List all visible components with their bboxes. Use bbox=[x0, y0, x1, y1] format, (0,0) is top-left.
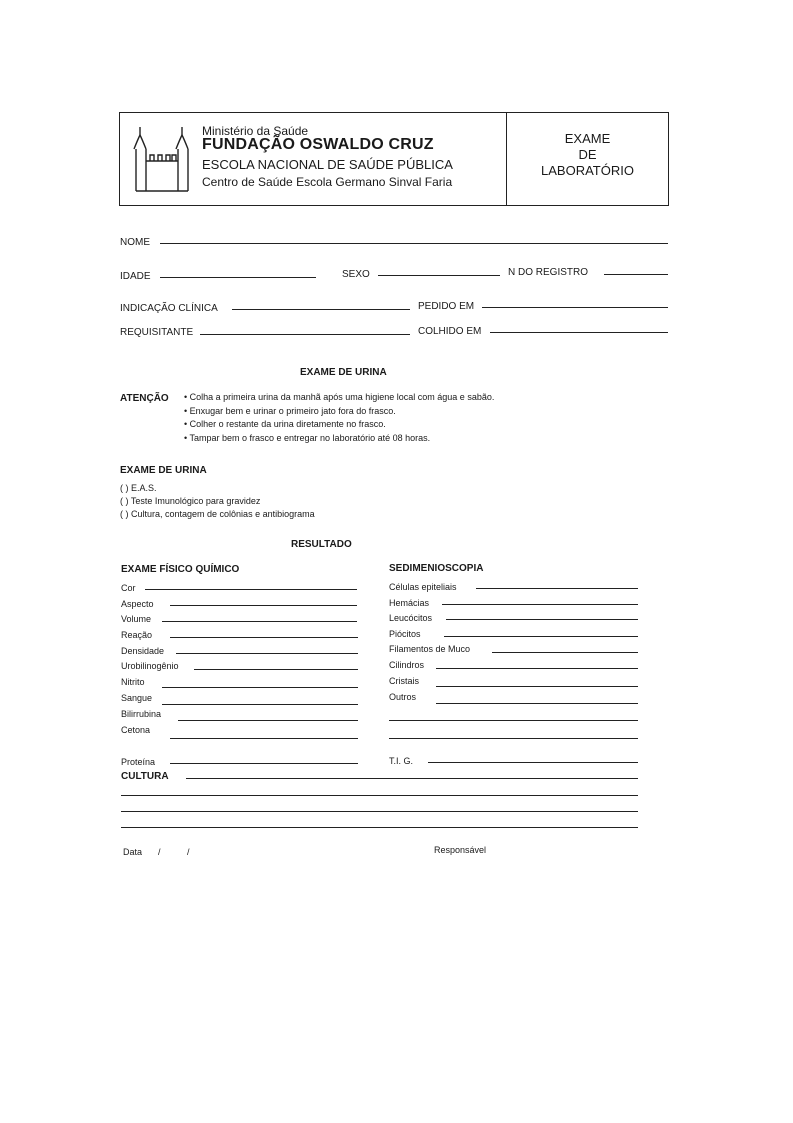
data-slash: / bbox=[158, 847, 161, 857]
exame-urina-title: EXAME DE URINA bbox=[120, 465, 207, 476]
cor-field[interactable] bbox=[145, 589, 357, 590]
atencao-item: • Tampar bem o frasco e entregar no laboratório até 08 horas. bbox=[184, 433, 431, 443]
tig-field[interactable] bbox=[428, 762, 638, 763]
atencao-item: • Colher o restante da urina diretamente no frasco. bbox=[184, 419, 386, 429]
requisitante-field[interactable] bbox=[200, 334, 410, 335]
sedimento-item-leucocitos: Leucócitos bbox=[389, 613, 433, 623]
sedimento-title: SEDIMENIOSCOPIA bbox=[389, 563, 484, 574]
cultura-checkbox[interactable]: ( ) Cultura, contagem de colônias e antibiograma bbox=[120, 509, 315, 519]
cristais-field[interactable] bbox=[436, 686, 638, 687]
eas-checkbox[interactable]: ( ) E.A.S. bbox=[120, 483, 157, 493]
idade-label: IDADE bbox=[120, 271, 151, 282]
filamentos-field[interactable] bbox=[492, 652, 638, 653]
resultado-title: RESULTADO bbox=[291, 539, 352, 550]
colhido-field[interactable] bbox=[490, 332, 668, 333]
cultura-title: CULTURA bbox=[121, 771, 169, 782]
cultura-field[interactable] bbox=[186, 778, 638, 779]
fisico-item-aspecto: Aspecto bbox=[121, 599, 154, 609]
cultura-field[interactable] bbox=[121, 827, 638, 828]
piocitos-field[interactable] bbox=[444, 636, 638, 637]
requisitante-label: REQUISITANTE bbox=[120, 327, 194, 338]
pedido-field[interactable] bbox=[482, 307, 668, 308]
header-fundacao: FUNDAÇÃO OSWALDO CRUZ bbox=[202, 136, 434, 153]
sedimento-item-hemacias: Hemácias bbox=[389, 598, 430, 608]
reacao-field[interactable] bbox=[170, 637, 358, 638]
hemacias-field[interactable] bbox=[442, 604, 638, 605]
exam-title-line2: DE bbox=[578, 147, 597, 162]
cetona-field[interactable] bbox=[170, 738, 358, 739]
fisico-item-reacao: Reação bbox=[121, 630, 153, 640]
fisico-item-cor: Cor bbox=[121, 583, 136, 593]
gravidez-checkbox[interactable]: ( ) Teste Imunológico para gravidez bbox=[120, 496, 261, 506]
fisico-item-densidade: Densidade bbox=[121, 646, 165, 656]
sedimento-extra-field[interactable] bbox=[389, 738, 638, 739]
sexo-field[interactable] bbox=[378, 275, 500, 276]
data-slash: / bbox=[187, 847, 190, 857]
sedimento-item-cilindros: Cilindros bbox=[389, 660, 425, 670]
sangue-field[interactable] bbox=[162, 704, 358, 705]
header-escola: ESCOLA NACIONAL DE SAÚDE PÚBLICA bbox=[202, 157, 453, 172]
proteina-field[interactable] bbox=[170, 763, 358, 764]
data-label: Data bbox=[123, 847, 143, 857]
bilirrubina-field[interactable] bbox=[178, 720, 358, 721]
header-centro: Centro de Saúde Escola Germano Sinval Faria bbox=[202, 175, 453, 189]
nitrito-field[interactable] bbox=[162, 687, 358, 688]
atencao-item: • Enxugar bem e urinar o primeiro jato fora do frasco. bbox=[184, 406, 396, 416]
fisico-item-sangue: Sangue bbox=[121, 693, 153, 703]
header-box bbox=[119, 112, 669, 206]
celulas-field[interactable] bbox=[476, 588, 638, 589]
cultura-field[interactable] bbox=[121, 811, 638, 812]
urobilinogenio-field[interactable] bbox=[194, 669, 358, 670]
sedimento-item-outros: Outros bbox=[389, 692, 417, 702]
exam-title bbox=[507, 131, 668, 179]
exam-title-line1: EXAME bbox=[564, 131, 611, 146]
cultura-field[interactable] bbox=[121, 795, 638, 796]
atencao-label: ATENÇÃO bbox=[120, 393, 169, 404]
responsavel-label: Responsável bbox=[434, 845, 487, 855]
fisico-item-volume: Volume bbox=[121, 614, 152, 624]
outros-field[interactable] bbox=[436, 703, 638, 704]
leucocitos-field[interactable] bbox=[446, 619, 638, 620]
indicacao-label: INDICAÇÃO CLÍNICA bbox=[120, 303, 218, 314]
fisico-item-cetona: Cetona bbox=[121, 725, 151, 735]
colhido-label: COLHIDO EM bbox=[418, 326, 482, 337]
fisico-item-bilirrubina: Bilirrubina bbox=[121, 709, 162, 719]
idade-field[interactable] bbox=[160, 277, 316, 278]
nome-field[interactable] bbox=[160, 243, 668, 244]
registro-field[interactable] bbox=[604, 274, 668, 275]
atencao-item: • Colha a primeira urina da manhã após uma higiene local com água e sabão. bbox=[184, 392, 495, 402]
fisico-item-urobilinogenio: Urobilinogênio bbox=[121, 661, 179, 671]
fisico-title: EXAME FÍSICO QUÍMICO bbox=[121, 564, 240, 575]
volume-field[interactable] bbox=[162, 621, 357, 622]
urina-section-title: EXAME DE URINA bbox=[300, 367, 387, 378]
nome-label: NOME bbox=[120, 237, 150, 248]
indicacao-field[interactable] bbox=[232, 309, 410, 310]
fisico-item-proteina: Proteína bbox=[121, 757, 156, 767]
fiocruz-castle-logo bbox=[132, 127, 192, 193]
sedimento-item-piocitos: Piócitos bbox=[389, 629, 421, 639]
sedimento-item-celulas: Células epiteliais bbox=[389, 582, 457, 592]
pedido-label: PEDIDO EM bbox=[418, 301, 475, 312]
sedimento-extra-field[interactable] bbox=[389, 720, 638, 721]
fisico-item-nitrito: Nitrito bbox=[121, 677, 145, 687]
sedimento-item-tig: T.I. G. bbox=[389, 756, 414, 766]
sexo-label: SEXO bbox=[342, 269, 370, 280]
sedimento-item-cristais: Cristais bbox=[389, 676, 420, 686]
cilindros-field[interactable] bbox=[436, 668, 638, 669]
densidade-field[interactable] bbox=[176, 653, 358, 654]
registro-label: N DO REGISTRO bbox=[508, 267, 589, 278]
header-ministerio: Ministério da Saúde bbox=[202, 124, 309, 138]
aspecto-field[interactable] bbox=[170, 605, 357, 606]
exam-title-line3: LABORATÓRIO bbox=[541, 163, 634, 178]
sedimento-item-filamentos: Filamentos de Muco bbox=[389, 644, 471, 654]
